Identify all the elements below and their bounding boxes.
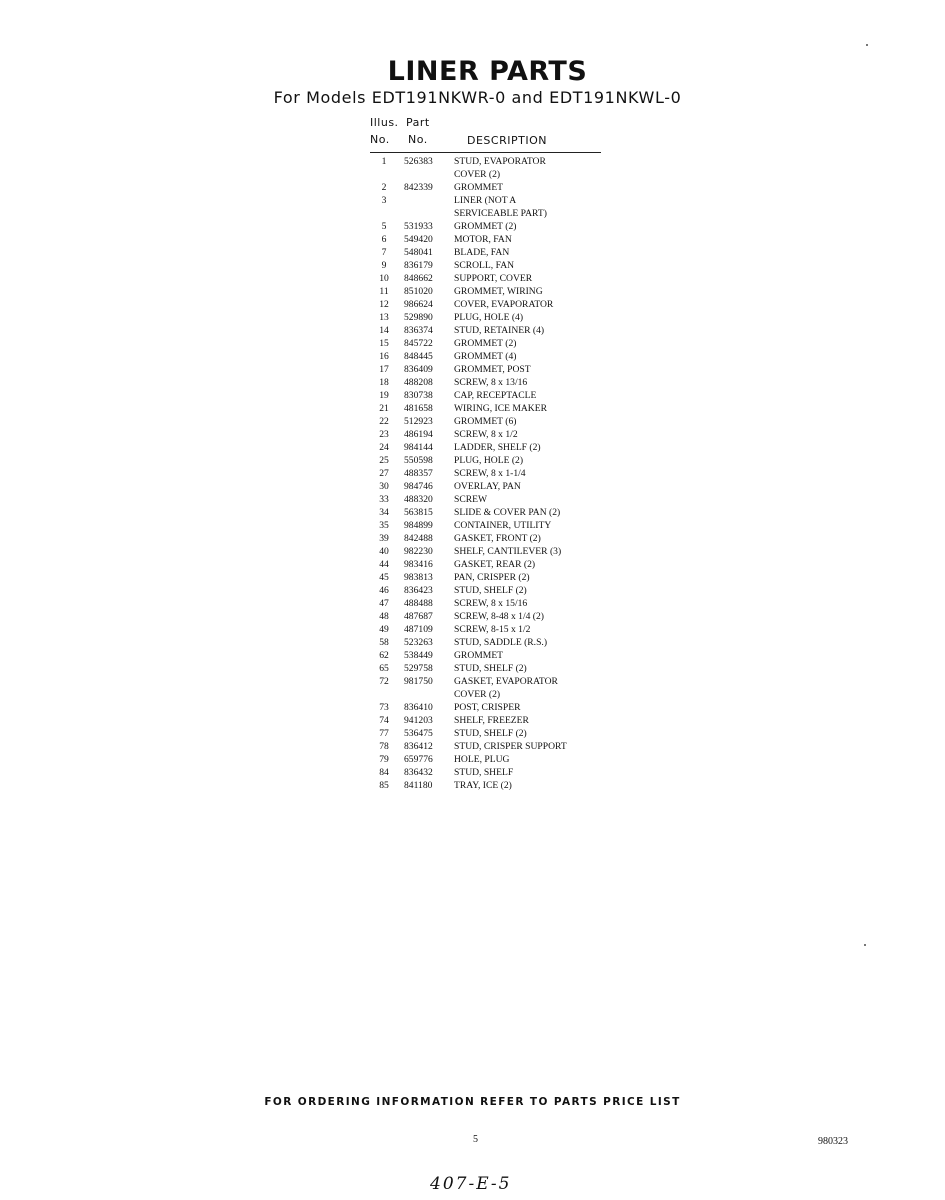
part-number: 836374 xyxy=(404,325,433,336)
part-description: PLUG, HOLE (4) xyxy=(454,312,524,323)
illus-number: 65 xyxy=(379,663,389,674)
part-description: HOLE, PLUG xyxy=(454,754,510,765)
part-number: 550598 xyxy=(404,455,433,466)
table-row xyxy=(370,233,602,246)
table-row xyxy=(370,532,602,545)
part-number: 836432 xyxy=(404,767,433,778)
part-description: GROMMET (6) xyxy=(454,416,517,427)
part-number: 529890 xyxy=(404,312,433,323)
illus-number: 30 xyxy=(379,481,389,492)
part-number: 836412 xyxy=(404,741,433,752)
illus-number: 49 xyxy=(379,624,389,635)
part-description: STUD, CRISPER SUPPORT xyxy=(454,741,567,752)
part-number: 984899 xyxy=(404,520,433,531)
illus-number: 62 xyxy=(379,650,389,661)
illus-number: 85 xyxy=(379,780,389,791)
table-row xyxy=(370,246,602,259)
part-number: 841180 xyxy=(404,780,433,791)
illus-number: 6 xyxy=(381,234,387,245)
part-number: 941203 xyxy=(404,715,433,726)
table-row xyxy=(370,389,602,402)
part-number: 481658 xyxy=(404,403,433,414)
header-part: Part xyxy=(406,116,430,129)
table-row xyxy=(370,675,602,701)
illus-number: 78 xyxy=(379,741,389,752)
part-number: 488320 xyxy=(404,494,433,505)
part-description: LINER (NOT A SERVICEABLE PART) xyxy=(454,195,547,219)
illus-number: 79 xyxy=(379,754,389,765)
illus-number: 34 xyxy=(379,507,389,518)
illus-number: 14 xyxy=(379,325,389,336)
part-description: SCREW, 8 x 15/16 xyxy=(454,598,528,609)
illus-number: 33 xyxy=(379,494,389,505)
part-number: 523263 xyxy=(404,637,433,648)
part-description: GASKET, EVAPORATOR COVER (2) xyxy=(454,676,558,700)
part-number: 845722 xyxy=(404,338,433,349)
part-number: 531933 xyxy=(404,221,433,232)
illus-number: 45 xyxy=(379,572,389,583)
header-illus: Illus. xyxy=(370,116,399,129)
part-description: SCREW xyxy=(454,494,488,505)
illus-number: 21 xyxy=(379,403,389,414)
part-number: 486194 xyxy=(404,429,433,440)
illus-number: 9 xyxy=(381,260,387,271)
table-row xyxy=(370,337,602,350)
part-description: SLIDE & COVER PAN (2) xyxy=(454,507,561,518)
illus-number: 19 xyxy=(379,390,389,401)
table-row xyxy=(370,766,602,779)
illus-number: 24 xyxy=(379,442,389,453)
table-row xyxy=(370,545,602,558)
part-description: SHELF, FREEZER xyxy=(454,715,529,726)
part-description: PAN, CRISPER (2) xyxy=(454,572,530,583)
illus-number: 47 xyxy=(379,598,389,609)
table-body xyxy=(370,155,602,792)
ordering-footer: FOR ORDERING INFORMATION REFER TO PARTS PRICE LIST xyxy=(264,1096,681,1108)
table-row xyxy=(370,259,602,272)
table-row xyxy=(370,480,602,493)
part-description: SUPPORT, COVER xyxy=(454,273,533,284)
table-row xyxy=(370,519,602,532)
part-number: 488357 xyxy=(404,468,433,479)
part-description: SCREW, 8 x 1-1/4 xyxy=(454,468,526,479)
handwritten-note: 407-E-5 xyxy=(430,1174,512,1194)
part-description: GROMMET (4) xyxy=(454,351,517,362)
part-description: STUD, SHELF (2) xyxy=(454,663,527,674)
part-number: 659776 xyxy=(404,754,433,765)
part-number: 549420 xyxy=(404,234,433,245)
illus-number: 3 xyxy=(381,195,387,206)
table-row xyxy=(370,428,602,441)
part-number: 848445 xyxy=(404,351,433,362)
table-row xyxy=(370,376,602,389)
part-number: 848662 xyxy=(404,273,433,284)
part-description: GROMMET xyxy=(454,650,504,661)
part-description: GROMMET, POST xyxy=(454,364,531,375)
part-number: 548041 xyxy=(404,247,433,258)
illus-number: 2 xyxy=(381,182,387,193)
page-number: 5 xyxy=(473,1134,478,1145)
table-row xyxy=(370,402,602,415)
page-title: LINER PARTS xyxy=(387,56,588,87)
part-description: GASKET, FRONT (2) xyxy=(454,533,541,544)
header-illus-no: No. xyxy=(370,133,390,146)
table-row xyxy=(370,415,602,428)
part-description: STUD, SADDLE (R.S.) xyxy=(454,637,548,648)
part-number: 836409 xyxy=(404,364,433,375)
table-row xyxy=(370,662,602,675)
illus-number: 16 xyxy=(379,351,389,362)
part-number: 488208 xyxy=(404,377,433,388)
illus-number: 72 xyxy=(379,676,389,687)
table-row xyxy=(370,441,602,454)
part-description: CAP, RECEPTACLE xyxy=(454,390,537,401)
part-number: 830738 xyxy=(404,390,433,401)
part-number: 842339 xyxy=(404,182,433,193)
illus-number: 35 xyxy=(379,520,389,531)
part-description: POST, CRISPER xyxy=(454,702,521,713)
header-rule xyxy=(370,152,601,153)
illus-number: 39 xyxy=(379,533,389,544)
table-row xyxy=(370,506,602,519)
part-number xyxy=(398,194,454,220)
table-row xyxy=(370,155,602,181)
part-description: STUD, SHELF (2) xyxy=(454,728,527,739)
table-row xyxy=(370,636,602,649)
part-number: 851020 xyxy=(404,286,433,297)
table-row xyxy=(370,194,602,220)
part-description: STUD, SHELF xyxy=(454,767,514,778)
part-number: 512923 xyxy=(404,416,433,427)
table-row xyxy=(370,454,602,467)
scan-speck xyxy=(866,44,868,46)
part-description: OVERLAY, PAN xyxy=(454,481,521,492)
part-number: 526383 xyxy=(404,156,433,167)
part-description: STUD, SHELF (2) xyxy=(454,585,527,596)
part-number: 983813 xyxy=(404,572,433,583)
part-number: 563815 xyxy=(404,507,433,518)
part-number: 983416 xyxy=(404,559,433,570)
part-number: 487109 xyxy=(404,624,433,635)
part-description: GROMMET, WIRING xyxy=(454,286,543,297)
part-description: SCREW, 8 x 1/2 xyxy=(454,429,518,440)
document-code: 980323 xyxy=(818,1136,848,1147)
part-number: 842488 xyxy=(404,533,433,544)
part-description: SCREW, 8-15 x 1/2 xyxy=(454,624,531,635)
table-row xyxy=(370,467,602,480)
table-row xyxy=(370,779,602,792)
part-number: 981750 xyxy=(404,676,433,687)
part-description: CONTAINER, UTILITY xyxy=(454,520,552,531)
part-number: 487687 xyxy=(404,611,433,622)
table-row xyxy=(370,220,602,233)
illus-number: 46 xyxy=(379,585,389,596)
part-description: COVER, EVAPORATOR xyxy=(454,299,554,310)
table-row xyxy=(370,740,602,753)
part-number: 836179 xyxy=(404,260,433,271)
illus-number: 27 xyxy=(379,468,389,479)
table-row xyxy=(370,714,602,727)
table-row xyxy=(370,727,602,740)
illus-number: 15 xyxy=(379,338,389,349)
header-part-no: No. xyxy=(408,133,428,146)
illus-number: 58 xyxy=(379,637,389,648)
illus-number: 23 xyxy=(379,429,389,440)
part-description: MOTOR, FAN xyxy=(454,234,512,245)
part-description: STUD, RETAINER (4) xyxy=(454,325,545,336)
part-number: 488488 xyxy=(404,598,433,609)
illus-number: 77 xyxy=(379,728,389,739)
header-description: DESCRIPTION xyxy=(467,134,547,147)
part-description: GROMMET (2) xyxy=(454,221,517,232)
part-description: BLADE, FAN xyxy=(454,247,510,258)
table-row xyxy=(370,285,602,298)
illus-number: 44 xyxy=(379,559,389,570)
part-description: SCREW, 8-48 x 1/4 (2) xyxy=(454,611,544,622)
part-description: LADDER, SHELF (2) xyxy=(454,442,541,453)
table-row xyxy=(370,597,602,610)
table-header xyxy=(370,116,602,152)
part-number: 984746 xyxy=(404,481,433,492)
table-row xyxy=(370,272,602,285)
part-description: GROMMET (2) xyxy=(454,338,517,349)
part-description: GROMMET xyxy=(454,182,504,193)
table-row xyxy=(370,363,602,376)
illus-number: 74 xyxy=(379,715,389,726)
table-row xyxy=(370,623,602,636)
illus-number: 12 xyxy=(379,299,389,310)
part-number: 529758 xyxy=(404,663,433,674)
illus-number: 1 xyxy=(381,156,387,167)
part-description: TRAY, ICE (2) xyxy=(454,780,512,791)
table-row xyxy=(370,753,602,766)
table-row xyxy=(370,311,602,324)
illus-number: 40 xyxy=(379,546,389,557)
part-number: 836410 xyxy=(404,702,433,713)
table-row xyxy=(370,298,602,311)
illus-number: 17 xyxy=(379,364,389,375)
table-row xyxy=(370,181,602,194)
table-row xyxy=(370,584,602,597)
part-number: 986624 xyxy=(404,299,433,310)
illus-number: 22 xyxy=(379,416,389,427)
part-description: SCREW, 8 x 13/16 xyxy=(454,377,528,388)
part-description: STUD, EVAPORATOR COVER (2) xyxy=(454,156,546,180)
part-description: GASKET, REAR (2) xyxy=(454,559,536,570)
part-number: 538449 xyxy=(404,650,433,661)
illus-number: 25 xyxy=(379,455,389,466)
part-number: 836423 xyxy=(404,585,433,596)
illus-number: 13 xyxy=(379,312,389,323)
illus-number: 11 xyxy=(379,286,389,297)
illus-number: 48 xyxy=(379,611,389,622)
illus-number: 10 xyxy=(379,273,389,284)
table-row xyxy=(370,558,602,571)
illus-number: 7 xyxy=(381,247,387,258)
scan-speck xyxy=(864,944,866,946)
part-number: 984144 xyxy=(404,442,433,453)
table-row xyxy=(370,649,602,662)
illus-number: 18 xyxy=(379,377,389,388)
table-row xyxy=(370,571,602,584)
illus-number: 73 xyxy=(379,702,389,713)
table-row xyxy=(370,701,602,714)
illus-number: 84 xyxy=(379,767,389,778)
part-description: SCROLL, FAN xyxy=(454,260,515,271)
table-row xyxy=(370,324,602,337)
table-row xyxy=(370,350,602,363)
table-row xyxy=(370,493,602,506)
part-number: 982230 xyxy=(404,546,433,557)
part-number: 536475 xyxy=(404,728,433,739)
part-description: WIRING, ICE MAKER xyxy=(454,403,547,414)
page-subtitle: For Models EDT191NKWR-0 and EDT191NKWL-0 xyxy=(273,88,682,107)
table-row xyxy=(370,610,602,623)
part-description: SHELF, CANTILEVER (3) xyxy=(454,546,562,557)
part-description: PLUG, HOLE (2) xyxy=(454,455,524,466)
parts-table xyxy=(370,116,602,792)
illus-number: 5 xyxy=(381,221,387,232)
